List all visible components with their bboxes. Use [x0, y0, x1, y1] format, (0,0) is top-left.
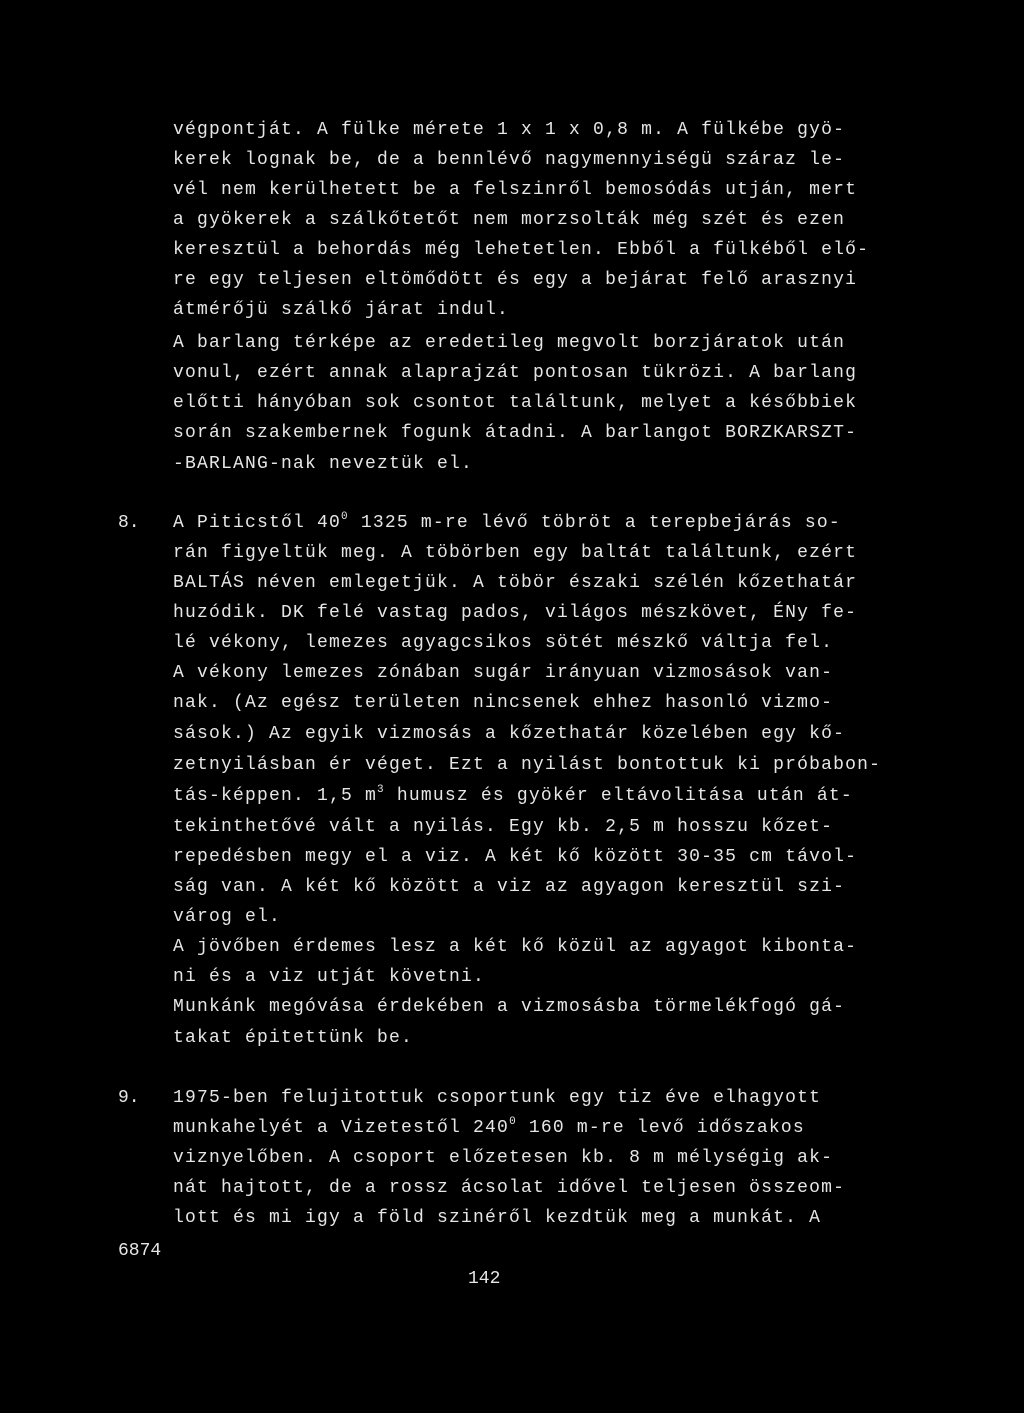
text-line: során szakembernek fogunk átadni. A barlangot BORZKARSZT- [173, 423, 858, 443]
text-line: ni és a viz utját követni. [173, 967, 486, 987]
text-line: re egy teljesen eltömődött és egy a bejárat felő arasznyi [173, 270, 858, 290]
text-line: zetnyilásban ér véget. Ezt a nyilást bontottuk ki próbabon- [173, 755, 882, 775]
text-line: BALTÁS néven emlegetjük. A töbör északi szélén kőzethatár [173, 573, 858, 593]
text-line: takat épitettünk be. [173, 1028, 414, 1048]
text-line: 1975-ben felujitottuk csoportunk egy tiz éve elhagyott [173, 1088, 822, 1108]
text-line: keresztül a behordás még lehetetlen. Ebből a fülkéből elő- [173, 240, 870, 260]
text-line: A jövőben érdemes lesz a két kő közül az agyagot kibonta- [173, 937, 858, 957]
text-line: viznyelőben. A csoport előzetesen kb. 8 m mélységig ak- [173, 1148, 834, 1168]
text-line: lott és mi igy a föld szinéről kezdtük meg a munkát. A [173, 1208, 822, 1228]
text-line: A barlang térképe az eredetileg megvolt borzjáratok után [173, 333, 846, 353]
text-line: ság van. A két kő között a viz az agyagon keresztül szi- [173, 877, 846, 897]
text-line: munkahelyét a Vizetestől $240^0$ 160 m-re levő időszakos [173, 1116, 805, 1138]
text-line: átmérőjü szálkő járat indul. [173, 300, 510, 320]
text-line: nak. (Az egész területen nincsenek ehhez hasonló vizmo- [173, 693, 834, 713]
text-line: -BARLANG-nak neveztük el. [173, 454, 474, 474]
text-line: repedésben megy el a viz. A két kő között 30-35 cm távol- [173, 847, 858, 867]
text-line: A Piticstől $40^0$ 1325 m-re lévő töbröt a terepbejárás so- [173, 511, 841, 533]
text-line: a gyökerek a szálkőtetőt nem morzsolták még szét és ezen [173, 210, 846, 230]
text-line: Munkánk megóvása érdekében a vizmosásba törmelékfogó gá- [173, 997, 846, 1017]
text-line: előtti hányóban sok csontot találtunk, melyet a későbbiek [173, 393, 858, 413]
text-line: tekinthetővé vált a nyilás. Egy kb. 2,5 m hosszu kőzet- [173, 817, 834, 837]
section-number: 9. [118, 1088, 140, 1108]
text-line: nát hajtott, de a rossz ácsolat idővel teljesen összeom- [173, 1178, 846, 1198]
page-number: 142 [468, 1269, 501, 1289]
text-line: vél nem kerülhetett be a felszinről bemosódás utján, mert [173, 180, 858, 200]
text-line: vonul, ezért annak alaprajzát pontosan tükrözi. A barlang [173, 363, 858, 383]
text-line: lé vékony, lemezes agyagcsikos sötét mészkő váltja fel. [173, 633, 834, 653]
margin-code: 6874 [118, 1241, 162, 1261]
text-line: sások.) Az egyik vizmosás a kőzethatár közelében egy kő- [173, 724, 846, 744]
text-line: végpontját. A fülke mérete 1 x 1 x 0,8 m. A fülkébe gyö- [173, 120, 846, 140]
text-line: kerek lognak be, de a bennlévő nagymennyiségü száraz le- [173, 150, 846, 170]
text-line: várog el. [173, 907, 282, 927]
text-line: huzódik. DK felé vastag pados, világos mészkövet, ÉNy fe- [173, 603, 858, 623]
text-line: tás-képpen. 1,5 $m^3$ humusz és gyökér eltávolitása után át- [173, 784, 853, 806]
text-line: A vékony lemezes zónában sugár irányuan vizmosások van- [173, 663, 834, 683]
section-number: 8. [118, 513, 140, 533]
text-line: rán figyeltük meg. A töbörben egy baltát találtunk, ezért [173, 543, 858, 563]
